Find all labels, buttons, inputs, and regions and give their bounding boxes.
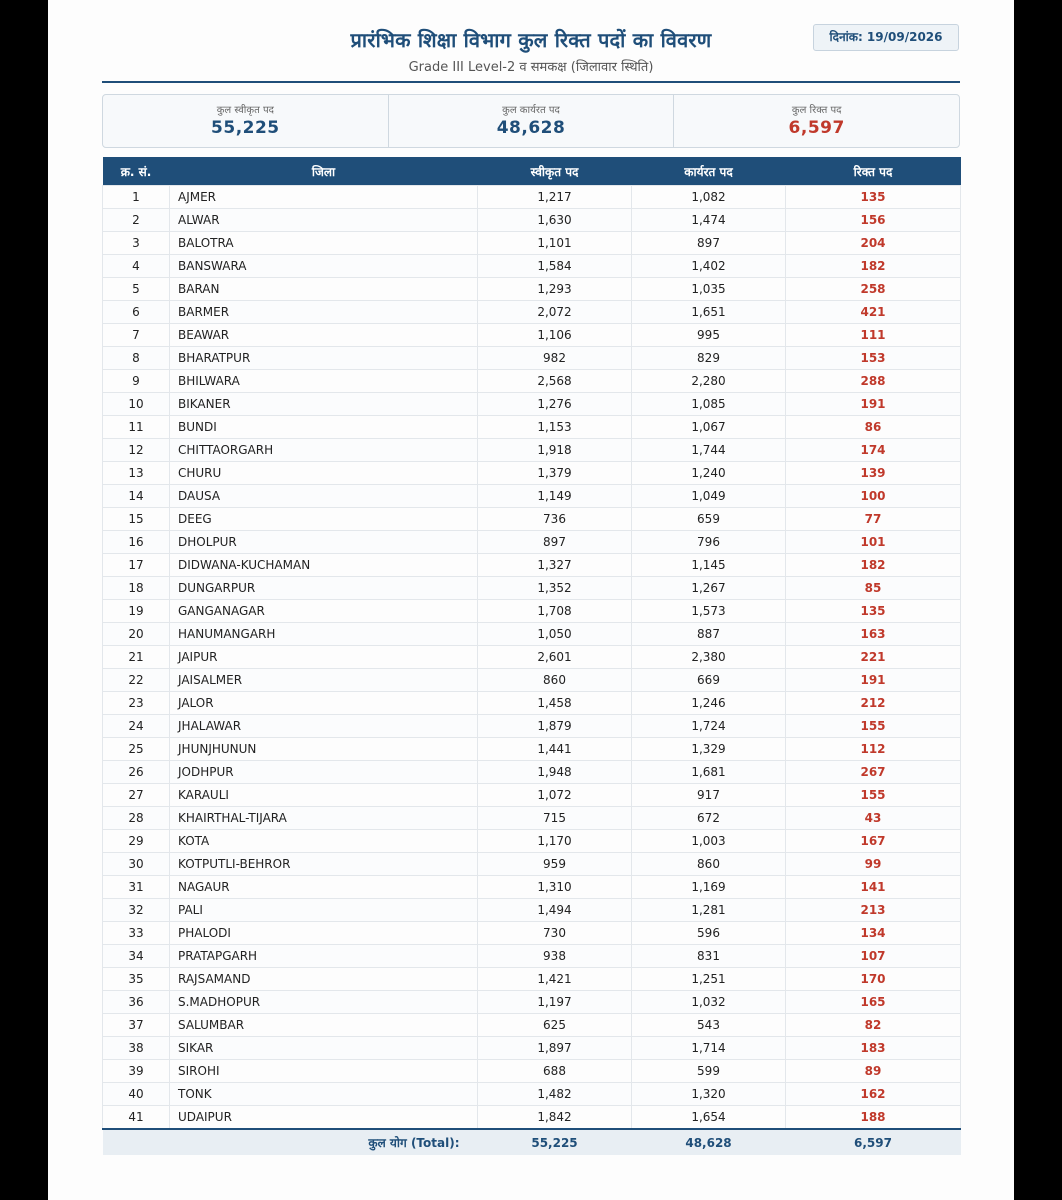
- cell-sanctioned: 1,050: [478, 623, 632, 646]
- district-vacancy-table: [102, 157, 961, 1155]
- table-row: [103, 370, 961, 393]
- cell-vacant: 163: [786, 623, 961, 646]
- cell-working: 887: [632, 623, 786, 646]
- cell-sanctioned: 1,170: [478, 830, 632, 853]
- cell-working: 1,724: [632, 715, 786, 738]
- stat-working-value: 48,628: [496, 118, 566, 138]
- table-row: [103, 393, 961, 416]
- stat-vacant-label: कुल रिक्त पद: [791, 105, 842, 116]
- table-row: [103, 1014, 961, 1037]
- cell-vacant: 288: [786, 370, 961, 393]
- cell-vacant: 421: [786, 301, 961, 324]
- cell-vacant: 182: [786, 255, 961, 278]
- cell-serial: 36: [103, 991, 170, 1014]
- cell-district: PRATAPGARH: [170, 945, 478, 968]
- cell-working: 1,251: [632, 968, 786, 991]
- cell-sanctioned: 1,101: [478, 232, 632, 255]
- cell-sanctioned: 625: [478, 1014, 632, 1037]
- cell-district: SIKAR: [170, 1037, 478, 1060]
- cell-sanctioned: 1,630: [478, 209, 632, 232]
- cell-sanctioned: 1,072: [478, 784, 632, 807]
- table-row: [103, 761, 961, 784]
- cell-sanctioned: 688: [478, 1060, 632, 1083]
- table-row: [103, 623, 961, 646]
- stat-working-label: कुल कार्यरत पद: [502, 105, 560, 116]
- cell-district: JALOR: [170, 692, 478, 715]
- cell-sanctioned: 715: [478, 807, 632, 830]
- cell-vacant: 258: [786, 278, 961, 301]
- cell-serial: 6: [103, 301, 170, 324]
- cell-sanctioned: 1,842: [478, 1106, 632, 1130]
- cell-district: KHAIRTHAL-TIJARA: [170, 807, 478, 830]
- cell-district: PALI: [170, 899, 478, 922]
- cell-district: GANGANAGAR: [170, 600, 478, 623]
- column-header-sanctioned: स्वीकृत पद: [478, 157, 632, 186]
- cell-sanctioned: 1,153: [478, 416, 632, 439]
- date-badge: दिनांक: 19/09/2026: [813, 24, 959, 51]
- table-row: [103, 439, 961, 462]
- header: [48, 0, 1014, 84]
- table-row: [103, 807, 961, 830]
- cell-working: 1,169: [632, 876, 786, 899]
- cell-working: 1,049: [632, 485, 786, 508]
- cell-serial: 25: [103, 738, 170, 761]
- cell-district: JAISALMER: [170, 669, 478, 692]
- column-header-serial: क्र. सं.: [103, 157, 170, 186]
- column-header-district: जिला: [170, 157, 478, 186]
- cell-vacant: 111: [786, 324, 961, 347]
- table-row: [103, 922, 961, 945]
- table-row: [103, 278, 961, 301]
- cell-serial: 30: [103, 853, 170, 876]
- cell-sanctioned: 1,441: [478, 738, 632, 761]
- cell-sanctioned: 938: [478, 945, 632, 968]
- cell-vacant: 162: [786, 1083, 961, 1106]
- table-row: [103, 324, 961, 347]
- cell-serial: 3: [103, 232, 170, 255]
- cell-working: 543: [632, 1014, 786, 1037]
- cell-serial: 26: [103, 761, 170, 784]
- cell-serial: 24: [103, 715, 170, 738]
- cell-serial: 29: [103, 830, 170, 853]
- table-body: [103, 186, 961, 1130]
- cell-vacant: 43: [786, 807, 961, 830]
- table-row: [103, 232, 961, 255]
- cell-serial: 19: [103, 600, 170, 623]
- cell-serial: 16: [103, 531, 170, 554]
- cell-serial: 1: [103, 186, 170, 209]
- cell-vacant: 135: [786, 600, 961, 623]
- cell-serial: 39: [103, 1060, 170, 1083]
- cell-serial: 40: [103, 1083, 170, 1106]
- cell-serial: 14: [103, 485, 170, 508]
- cell-working: 1,402: [632, 255, 786, 278]
- cell-vacant: 153: [786, 347, 961, 370]
- cell-district: CHURU: [170, 462, 478, 485]
- cell-district: NAGAUR: [170, 876, 478, 899]
- cell-serial: 31: [103, 876, 170, 899]
- cell-district: BUNDI: [170, 416, 478, 439]
- cell-district: DHOLPUR: [170, 531, 478, 554]
- cell-sanctioned: 982: [478, 347, 632, 370]
- document-page: [48, 0, 1014, 1200]
- cell-sanctioned: 1,352: [478, 577, 632, 600]
- cell-vacant: 85: [786, 577, 961, 600]
- cell-sanctioned: 1,310: [478, 876, 632, 899]
- cell-sanctioned: 736: [478, 508, 632, 531]
- cell-serial: 18: [103, 577, 170, 600]
- total-vacant: 6,597: [786, 1129, 961, 1155]
- table-row: [103, 462, 961, 485]
- cell-district: JHALAWAR: [170, 715, 478, 738]
- cell-working: 1,320: [632, 1083, 786, 1106]
- cell-sanctioned: 1,948: [478, 761, 632, 784]
- total-label: कुल योग (Total):: [103, 1129, 478, 1155]
- table-row: [103, 577, 961, 600]
- total-working: 48,628: [632, 1129, 786, 1155]
- cell-working: 1,651: [632, 301, 786, 324]
- table-row: [103, 968, 961, 991]
- stat-vacant: [674, 95, 959, 147]
- table-total-row: [103, 1129, 961, 1155]
- cell-serial: 11: [103, 416, 170, 439]
- table-row: [103, 301, 961, 324]
- cell-vacant: 156: [786, 209, 961, 232]
- cell-serial: 37: [103, 1014, 170, 1037]
- table-row: [103, 485, 961, 508]
- table-row: [103, 1106, 961, 1130]
- cell-working: 1,003: [632, 830, 786, 853]
- table-row: [103, 1083, 961, 1106]
- cell-district: BHILWARA: [170, 370, 478, 393]
- cell-working: 1,329: [632, 738, 786, 761]
- cell-vacant: 155: [786, 784, 961, 807]
- cell-district: BEAWAR: [170, 324, 478, 347]
- stat-sanctioned-value: 55,225: [211, 118, 280, 138]
- summary-panel: [102, 94, 960, 148]
- cell-vacant: 183: [786, 1037, 961, 1060]
- cell-sanctioned: 1,879: [478, 715, 632, 738]
- stat-sanctioned-label: कुल स्वीकृत पद: [216, 105, 274, 116]
- cell-working: 1,240: [632, 462, 786, 485]
- cell-sanctioned: 1,482: [478, 1083, 632, 1106]
- cell-district: PHALODI: [170, 922, 478, 945]
- cell-district: BHARATPUR: [170, 347, 478, 370]
- table-row: [103, 554, 961, 577]
- cell-district: HANUMANGARH: [170, 623, 478, 646]
- cell-district: JAIPUR: [170, 646, 478, 669]
- cell-vacant: 212: [786, 692, 961, 715]
- cell-serial: 28: [103, 807, 170, 830]
- cell-working: 1,085: [632, 393, 786, 416]
- cell-serial: 5: [103, 278, 170, 301]
- cell-working: 1,082: [632, 186, 786, 209]
- cell-district: BALOTRA: [170, 232, 478, 255]
- cell-serial: 9: [103, 370, 170, 393]
- cell-district: DAUSA: [170, 485, 478, 508]
- cell-vacant: 221: [786, 646, 961, 669]
- cell-working: 2,380: [632, 646, 786, 669]
- cell-district: BARMER: [170, 301, 478, 324]
- cell-vacant: 135: [786, 186, 961, 209]
- cell-sanctioned: 959: [478, 853, 632, 876]
- cell-sanctioned: 860: [478, 669, 632, 692]
- cell-vacant: 188: [786, 1106, 961, 1130]
- cell-sanctioned: 2,568: [478, 370, 632, 393]
- table-row: [103, 209, 961, 232]
- cell-district: UDAIPUR: [170, 1106, 478, 1130]
- cell-vacant: 77: [786, 508, 961, 531]
- cell-working: 829: [632, 347, 786, 370]
- cell-working: 1,714: [632, 1037, 786, 1060]
- cell-district: JHUNJHUNUN: [170, 738, 478, 761]
- table-row: [103, 186, 961, 209]
- cell-working: 860: [632, 853, 786, 876]
- cell-vacant: 204: [786, 232, 961, 255]
- cell-serial: 17: [103, 554, 170, 577]
- cell-serial: 34: [103, 945, 170, 968]
- cell-working: 1,681: [632, 761, 786, 784]
- header-divider: [102, 81, 960, 83]
- cell-district: KOTA: [170, 830, 478, 853]
- stat-working: [389, 95, 675, 147]
- cell-sanctioned: 1,458: [478, 692, 632, 715]
- cell-working: 596: [632, 922, 786, 945]
- cell-working: 796: [632, 531, 786, 554]
- cell-district: TONK: [170, 1083, 478, 1106]
- cell-vacant: 139: [786, 462, 961, 485]
- cell-serial: 22: [103, 669, 170, 692]
- cell-sanctioned: 1,494: [478, 899, 632, 922]
- page-title: प्रारंभिक शिक्षा विभाग कुल रिक्त पदों का विवरण: [350, 28, 712, 52]
- cell-sanctioned: 897: [478, 531, 632, 554]
- table-row: [103, 784, 961, 807]
- cell-working: 659: [632, 508, 786, 531]
- table-header-row: [103, 157, 961, 186]
- cell-district: ALWAR: [170, 209, 478, 232]
- cell-sanctioned: 1,379: [478, 462, 632, 485]
- cell-working: 1,267: [632, 577, 786, 600]
- cell-serial: 33: [103, 922, 170, 945]
- cell-sanctioned: 1,149: [478, 485, 632, 508]
- table-row: [103, 853, 961, 876]
- cell-district: BIKANER: [170, 393, 478, 416]
- cell-working: 1,654: [632, 1106, 786, 1130]
- cell-sanctioned: 1,106: [478, 324, 632, 347]
- cell-vacant: 191: [786, 393, 961, 416]
- cell-serial: 13: [103, 462, 170, 485]
- cell-vacant: 107: [786, 945, 961, 968]
- table-row: [103, 991, 961, 1014]
- cell-working: 669: [632, 669, 786, 692]
- cell-sanctioned: 1,584: [478, 255, 632, 278]
- cell-working: 1,067: [632, 416, 786, 439]
- cell-serial: 35: [103, 968, 170, 991]
- cell-sanctioned: 730: [478, 922, 632, 945]
- cell-working: 1,145: [632, 554, 786, 577]
- cell-working: 599: [632, 1060, 786, 1083]
- cell-district: AJMER: [170, 186, 478, 209]
- table-row: [103, 899, 961, 922]
- cell-district: BANSWARA: [170, 255, 478, 278]
- cell-vacant: 174: [786, 439, 961, 462]
- cell-vacant: 167: [786, 830, 961, 853]
- table-row: [103, 692, 961, 715]
- cell-district: S.MADHOPUR: [170, 991, 478, 1014]
- cell-serial: 27: [103, 784, 170, 807]
- table-row: [103, 830, 961, 853]
- cell-sanctioned: 1,897: [478, 1037, 632, 1060]
- cell-vacant: 170: [786, 968, 961, 991]
- cell-sanctioned: 2,601: [478, 646, 632, 669]
- cell-working: 2,280: [632, 370, 786, 393]
- table-row: [103, 347, 961, 370]
- cell-vacant: 165: [786, 991, 961, 1014]
- cell-serial: 21: [103, 646, 170, 669]
- cell-vacant: 155: [786, 715, 961, 738]
- cell-serial: 12: [103, 439, 170, 462]
- table-row: [103, 669, 961, 692]
- cell-working: 1,246: [632, 692, 786, 715]
- page-subtitle: Grade III Level-2 व समकक्ष (जिलावार स्थिति): [408, 60, 654, 75]
- cell-district: SIROHI: [170, 1060, 478, 1083]
- table-row: [103, 1037, 961, 1060]
- cell-sanctioned: 1,276: [478, 393, 632, 416]
- cell-serial: 8: [103, 347, 170, 370]
- cell-sanctioned: 1,293: [478, 278, 632, 301]
- cell-district: DIDWANA-KUCHAMAN: [170, 554, 478, 577]
- cell-serial: 23: [103, 692, 170, 715]
- cell-district: CHITTAORGARH: [170, 439, 478, 462]
- column-header-working: कार्यरत पद: [632, 157, 786, 186]
- cell-sanctioned: 1,421: [478, 968, 632, 991]
- cell-sanctioned: 1,918: [478, 439, 632, 462]
- cell-working: 897: [632, 232, 786, 255]
- cell-vacant: 101: [786, 531, 961, 554]
- stat-vacant-value: 6,597: [788, 118, 845, 138]
- cell-serial: 2: [103, 209, 170, 232]
- cell-working: 672: [632, 807, 786, 830]
- cell-district: KARAULI: [170, 784, 478, 807]
- cell-serial: 10: [103, 393, 170, 416]
- cell-working: 831: [632, 945, 786, 968]
- cell-district: BARAN: [170, 278, 478, 301]
- table-row: [103, 255, 961, 278]
- cell-working: 1,474: [632, 209, 786, 232]
- cell-district: DEEG: [170, 508, 478, 531]
- cell-vacant: 213: [786, 899, 961, 922]
- cell-vacant: 100: [786, 485, 961, 508]
- cell-vacant: 86: [786, 416, 961, 439]
- cell-vacant: 99: [786, 853, 961, 876]
- cell-sanctioned: 1,217: [478, 186, 632, 209]
- table-row: [103, 531, 961, 554]
- total-sanctioned: 55,225: [478, 1129, 632, 1155]
- cell-serial: 4: [103, 255, 170, 278]
- cell-vacant: 182: [786, 554, 961, 577]
- cell-vacant: 112: [786, 738, 961, 761]
- cell-serial: 41: [103, 1106, 170, 1130]
- cell-serial: 20: [103, 623, 170, 646]
- cell-working: 1,744: [632, 439, 786, 462]
- cell-sanctioned: 2,072: [478, 301, 632, 324]
- cell-working: 1,035: [632, 278, 786, 301]
- table-row: [103, 738, 961, 761]
- cell-vacant: 191: [786, 669, 961, 692]
- cell-serial: 38: [103, 1037, 170, 1060]
- table-row: [103, 646, 961, 669]
- cell-vacant: 89: [786, 1060, 961, 1083]
- cell-vacant: 134: [786, 922, 961, 945]
- table-row: [103, 876, 961, 899]
- stat-sanctioned: [103, 95, 389, 147]
- cell-district: SALUMBAR: [170, 1014, 478, 1037]
- cell-vacant: 141: [786, 876, 961, 899]
- table-row: [103, 1060, 961, 1083]
- cell-working: 995: [632, 324, 786, 347]
- cell-sanctioned: 1,708: [478, 600, 632, 623]
- cell-serial: 32: [103, 899, 170, 922]
- table-row: [103, 416, 961, 439]
- cell-vacant: 267: [786, 761, 961, 784]
- table-row: [103, 945, 961, 968]
- cell-working: 1,281: [632, 899, 786, 922]
- column-header-vacant: रिक्त पद: [786, 157, 961, 186]
- cell-working: 1,573: [632, 600, 786, 623]
- cell-district: DUNGARPUR: [170, 577, 478, 600]
- cell-district: KOTPUTLI-BEHROR: [170, 853, 478, 876]
- cell-working: 917: [632, 784, 786, 807]
- table-row: [103, 600, 961, 623]
- cell-working: 1,032: [632, 991, 786, 1014]
- cell-district: RAJSAMAND: [170, 968, 478, 991]
- table-row: [103, 715, 961, 738]
- cell-sanctioned: 1,327: [478, 554, 632, 577]
- cell-serial: 15: [103, 508, 170, 531]
- table-row: [103, 508, 961, 531]
- cell-vacant: 82: [786, 1014, 961, 1037]
- cell-district: JODHPUR: [170, 761, 478, 784]
- cell-serial: 7: [103, 324, 170, 347]
- cell-sanctioned: 1,197: [478, 991, 632, 1014]
